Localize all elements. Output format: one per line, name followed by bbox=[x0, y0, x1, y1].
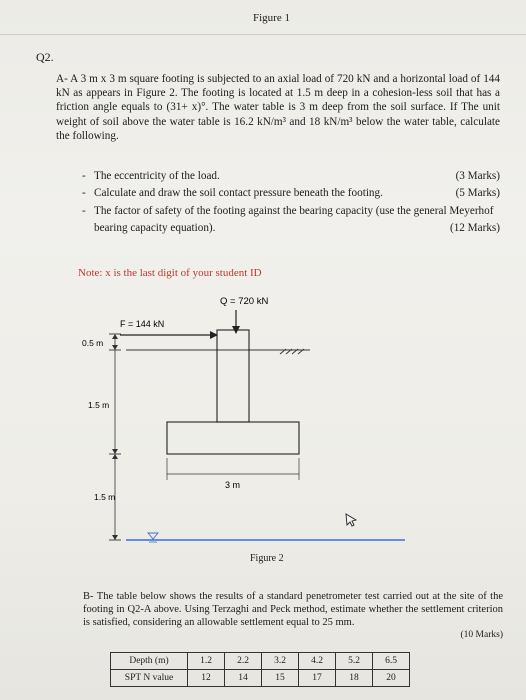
row-header: Depth (m) bbox=[111, 653, 188, 670]
dim-1-5-label: 1.5 m bbox=[94, 492, 116, 502]
bullet-item bbox=[82, 203, 500, 238]
question-number: Q2. bbox=[36, 50, 54, 64]
bullet-dash: - bbox=[82, 170, 86, 182]
table-cell: 12 bbox=[188, 670, 225, 687]
part-a-bullets bbox=[82, 168, 500, 238]
bullet-text: The eccentricity of the load. bbox=[94, 170, 220, 182]
water-table-icon bbox=[148, 533, 158, 539]
cursor-icon bbox=[346, 514, 356, 526]
f-load-label: F = 144 kN bbox=[120, 319, 165, 329]
table-cell: 6.5 bbox=[373, 653, 410, 670]
part-a-text: A 3 m x 3 m square footing is subjected to an axial load of 720 kN and a horizontal load of 144 kN as appears in Figure 2. The footing is located at 1.5 m deep in a cohesion-less soil that has a friction angle equals to (31+ x)°. The water table is 3 m deep from the soil surface. If The unit weight of soil above the water table is 16.2 kN/m³ and 18 kN/m³ below the water table, calculate the following. bbox=[56, 73, 500, 142]
footing-column bbox=[217, 330, 249, 422]
bullet-item bbox=[82, 168, 500, 185]
part-a-label: A- bbox=[56, 73, 68, 85]
table-cell: 5.2 bbox=[336, 653, 373, 670]
divider bbox=[0, 34, 526, 35]
dim-arrowhead bbox=[112, 449, 118, 454]
bullet-marks: (12 Marks) bbox=[449, 222, 500, 235]
table-cell: 2.2 bbox=[225, 653, 262, 670]
bullet-text: Calculate and draw the soil contact pressure beneath the footing. bbox=[94, 187, 383, 200]
bullet-marks: (3 Marks) bbox=[455, 170, 500, 182]
table-cell: 18 bbox=[336, 670, 373, 687]
note-text: Note: x is the last digit of your student ID bbox=[78, 267, 262, 279]
table-cell: 14 bbox=[225, 670, 262, 687]
part-a-paragraph bbox=[56, 72, 500, 143]
figure-2-caption: Figure 2 bbox=[250, 553, 284, 564]
table-cell: 15 bbox=[262, 670, 299, 687]
part-b-label: B- bbox=[83, 591, 94, 602]
dim-arrowhead bbox=[112, 535, 118, 540]
dim-1-5-label: 1.5 m bbox=[88, 400, 110, 410]
footing-diagram bbox=[60, 290, 420, 552]
bullet-dash: - bbox=[82, 187, 86, 200]
table-row bbox=[111, 670, 410, 687]
width-label: 3 m bbox=[225, 480, 241, 490]
table-cell: 3.2 bbox=[262, 653, 299, 670]
q-load-label: Q = 720 kN bbox=[220, 296, 269, 307]
part-b-text: The table below shows the results of a standard penetrometer test carried out at the site of the footing in Q2-A above. Using Terzaghi and Peck method, estimate whether the settlement criterion is satisfied, considering an allowable settlement equal to 25 mm. bbox=[83, 591, 503, 628]
row-header: SPT N value bbox=[111, 670, 188, 687]
figure-1-label: Figure 1 bbox=[253, 12, 290, 24]
bullet-item bbox=[82, 185, 500, 202]
footing-base bbox=[167, 422, 299, 454]
dim-arrowhead bbox=[112, 334, 118, 339]
bullet-text: The factor of safety of the footing against the bearing capacity (use the general Meyerhof bearing capacity equation). bbox=[94, 204, 494, 235]
part-b-paragraph bbox=[83, 590, 503, 642]
dim-arrowhead bbox=[112, 345, 118, 350]
table-cell: 20 bbox=[373, 670, 410, 687]
bullet-marks: (5 Marks) bbox=[455, 187, 500, 200]
part-b-marks: (10 Marks) bbox=[460, 630, 503, 640]
table-cell: 17 bbox=[299, 670, 336, 687]
table-row bbox=[111, 653, 410, 670]
bullet-dash: - bbox=[82, 204, 86, 217]
table-cell: 1.2 bbox=[188, 653, 225, 670]
table-cell: 4.2 bbox=[299, 653, 336, 670]
dim-arrowhead bbox=[112, 454, 118, 459]
spt-table bbox=[110, 652, 410, 687]
dim-0-5-label: 0.5 m bbox=[82, 338, 104, 348]
